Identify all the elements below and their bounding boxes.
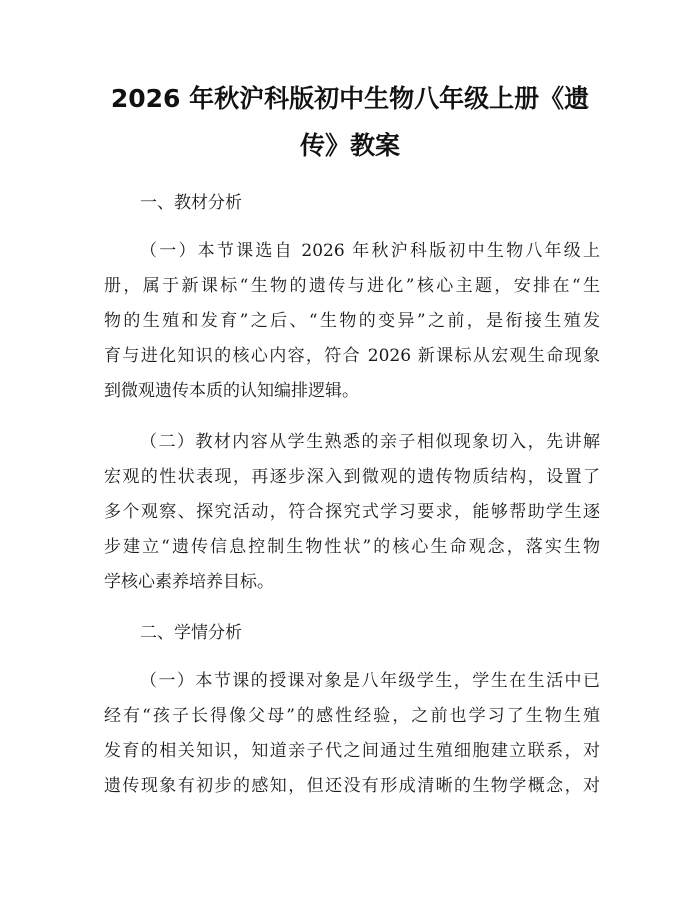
paragraph-line: 育与进化知识的核心内容，符合 2026 新课标从宏观生命现象 bbox=[104, 346, 600, 366]
section-heading-textbook-analysis: 一、教材分析 bbox=[140, 193, 242, 213]
paragraph-line: 到微观遗传本质的认知编排逻辑。 bbox=[104, 381, 359, 401]
paragraph-line: （二）教材内容从学生熟悉的亲子相似现象切入，先讲解 bbox=[140, 432, 600, 452]
section-heading-learner-analysis: 二、学情分析 bbox=[140, 623, 242, 643]
paragraph-line: （一）本节课选自 2026 年秋沪科版初中生物八年级上 bbox=[140, 241, 600, 261]
paragraph-line: 学核心素养培养目标。 bbox=[104, 572, 274, 592]
document-title-line-2: 传》教案 bbox=[299, 131, 400, 160]
paragraph-line: （一）本节课的授课对象是八年级学生，学生在生活中已 bbox=[140, 671, 600, 691]
paragraph-line: 多个观察、探究活动，符合探究式学习要求，能够帮助学生逐 bbox=[104, 502, 600, 522]
paragraph-line: 册，属于新课标“生物的遗传与进化”核心主题，安排在“生 bbox=[104, 276, 600, 296]
paragraph-line: 宏观的性状表现，再逐步深入到微观的遗传物质结构，设置了 bbox=[104, 467, 600, 487]
paragraph-line: 物的生殖和发育”之后、“生物的变异”之前，是衔接生殖发 bbox=[104, 311, 600, 331]
paragraph-line: 步建立“遗传信息控制生物性状”的核心生命观念，落实生物 bbox=[104, 537, 600, 557]
document-title-line-1: 2026 年秋沪科版初中生物八年级上册《遗 bbox=[110, 84, 590, 113]
paragraph-line: 发育的相关知识，知道亲子代之间通过生殖细胞建立联系，对 bbox=[104, 741, 600, 761]
paragraph-line: 遗传现象有初步的感知，但还没有形成清晰的生物学概念，对 bbox=[104, 776, 600, 796]
paragraph-line: 经有“孩子长得像父母”的感性经验，之前也学习了生物生殖 bbox=[104, 706, 600, 726]
